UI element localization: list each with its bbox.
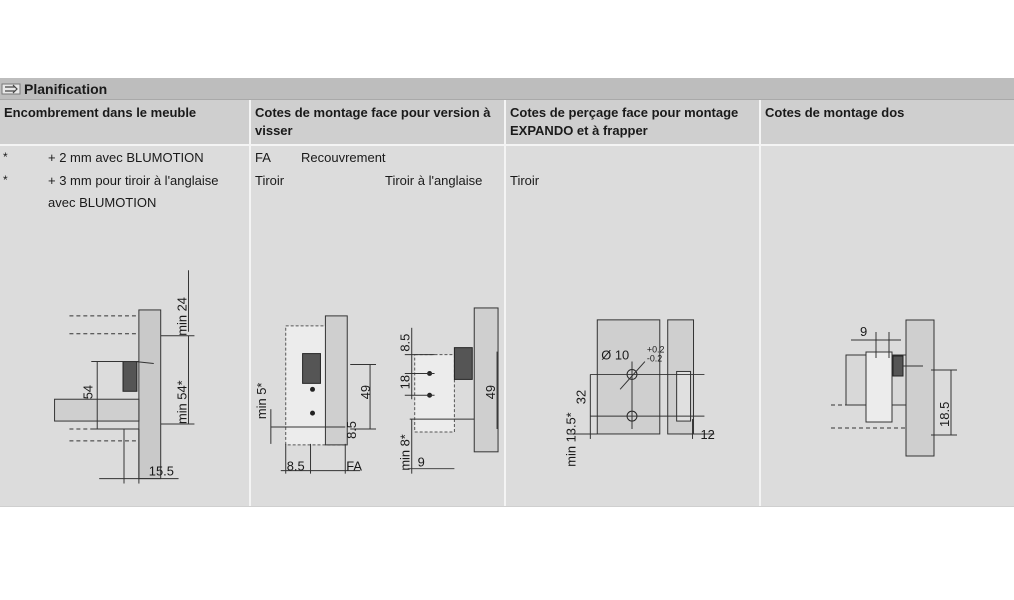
column-header: Cotes de perçage face pour montage EXPANDO et à frapper (506, 100, 759, 146)
runner (303, 354, 321, 384)
dim-label: 15.5 (148, 463, 174, 479)
table-bottom-border (0, 506, 1014, 507)
dim-label: 32 (573, 389, 589, 405)
arrow-icon (0, 79, 22, 99)
section-title-bar (0, 78, 1014, 100)
column-percage-expando (506, 100, 761, 506)
drawer-label: Tiroir (510, 173, 540, 188)
dim-label: 18.5 (937, 401, 952, 427)
column-header: Encombrement dans le meuble (0, 100, 249, 146)
cabinet-side-right (474, 308, 498, 452)
dim-label: min 13.5* (563, 412, 579, 467)
encombrement-drawing (0, 100, 249, 506)
note-text: + 3 mm pour tiroir à l'anglaise (48, 173, 219, 188)
cabinet-side (906, 320, 934, 456)
column-montage-dos (761, 100, 1014, 506)
column-face-visser (251, 100, 506, 506)
drawer-front (597, 320, 663, 434)
drawer-english-label: Tiroir à l'anglaise (385, 173, 483, 188)
dim-label: min 24 (174, 297, 190, 336)
tolerance-minus: -0.2 (646, 353, 663, 364)
note-text: avec BLUMOTION (48, 195, 157, 210)
note-text: + 2 mm avec BLUMOTION (48, 150, 204, 165)
dim-label: 49 (358, 384, 374, 400)
column-encombrement (0, 100, 251, 506)
dim-label: 18 (397, 374, 413, 390)
runner (454, 348, 472, 380)
face-visser-drawing (251, 100, 504, 506)
dim-label: Ø 10 (601, 347, 630, 363)
legend-text: Recouvrement (301, 150, 386, 165)
dim-label: 9 (860, 324, 868, 339)
dim-label: min 8* (397, 434, 413, 471)
dim-label: min 5* (253, 382, 269, 420)
dim-label: 8.5 (397, 333, 413, 352)
tolerance-plus: +0.2 (646, 344, 665, 355)
column-header: Cotes de montage dos (761, 100, 1014, 146)
note-bullet: * (3, 150, 8, 164)
rear-bracket (866, 352, 892, 422)
drawer-label: Tiroir (255, 173, 285, 188)
montage-dos-drawing (761, 100, 1014, 506)
percage-drawing (506, 100, 759, 506)
note-bullet: * (3, 173, 8, 187)
dim-label: FA (346, 458, 362, 474)
legend-code: FA (255, 150, 271, 165)
cabinet-side (139, 310, 161, 479)
dim-label: 54 (80, 384, 96, 400)
dim-label: 8.5 (286, 458, 305, 474)
planning-table (0, 100, 1014, 506)
runner (123, 362, 137, 392)
section-title: Planification (24, 80, 108, 97)
dim-label: min 54* (174, 380, 190, 425)
dim-label: 12 (700, 426, 715, 442)
column-header: Cotes de montage face pour version à visser (251, 100, 504, 146)
english-drawer-front (415, 355, 455, 432)
dim-label: 8.5 (344, 421, 360, 439)
dim-label: 49 (483, 384, 499, 400)
dim-label: 9 (417, 454, 425, 470)
